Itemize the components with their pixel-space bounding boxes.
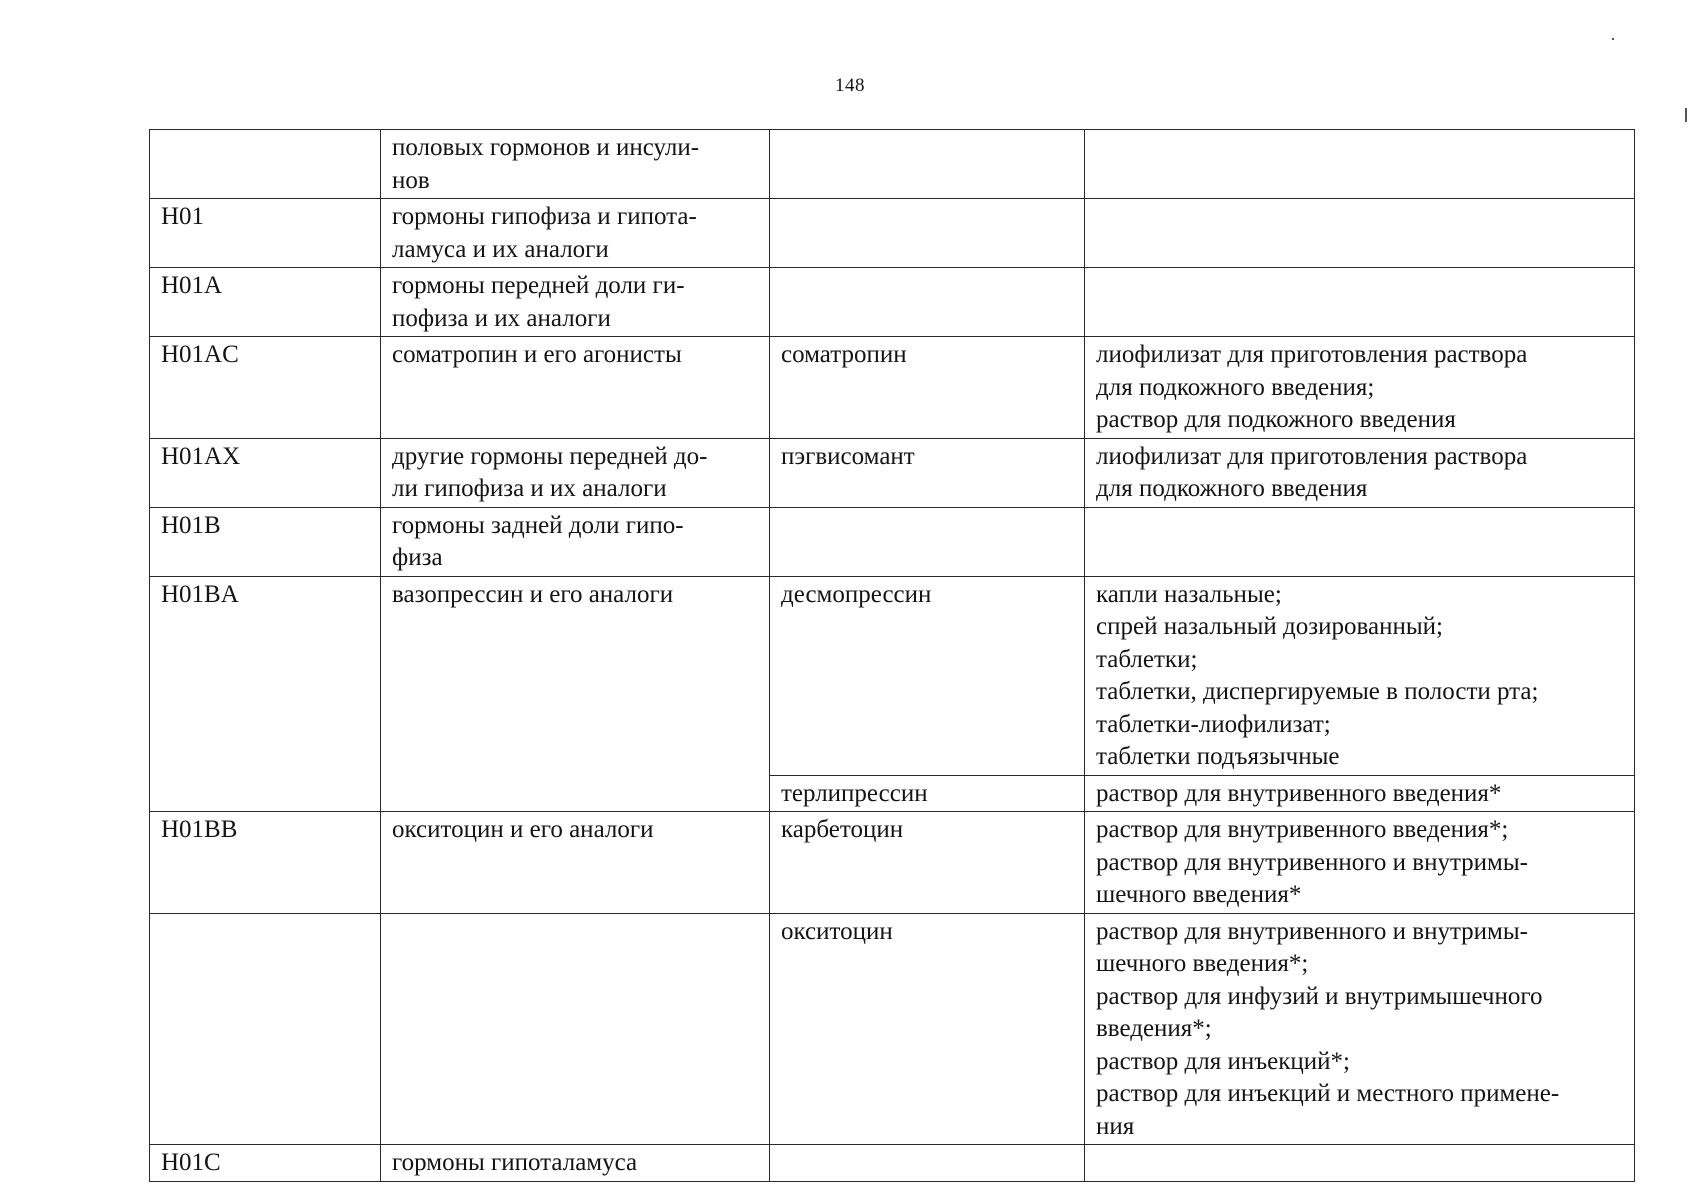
dosage-forms-cell bbox=[1085, 130, 1635, 199]
table-row bbox=[150, 268, 1635, 337]
table-row bbox=[150, 576, 1635, 775]
group-name-cell: гормоны задней доли гипо- физа bbox=[381, 507, 770, 576]
group-name-cell: гормоны гипоталамуса bbox=[381, 1145, 770, 1182]
atc-code-cell: H01BA bbox=[150, 576, 381, 812]
atc-code-cell: H01B bbox=[150, 507, 381, 576]
atc-code-cell: H01AX bbox=[150, 438, 381, 507]
inn-cell bbox=[770, 268, 1085, 337]
dosage-forms-cell bbox=[1085, 268, 1635, 337]
dosage-forms-cell bbox=[1085, 507, 1635, 576]
inn-cell bbox=[770, 1145, 1085, 1182]
group-name-cell: половых гормонов и инсули- нов bbox=[381, 130, 770, 199]
atc-code-cell: H01A bbox=[150, 268, 381, 337]
atc-code-cell: H01BB bbox=[150, 812, 381, 914]
dosage-forms-cell bbox=[1085, 199, 1635, 268]
inn-cell: терлипрессин bbox=[770, 775, 1085, 812]
group-name-cell: соматропин и его агонисты bbox=[381, 337, 770, 439]
group-name-cell bbox=[381, 913, 770, 1145]
table-row bbox=[150, 199, 1635, 268]
inn-cell bbox=[770, 199, 1085, 268]
group-name-cell: гормоны гипофиза и гипота- ламуса и их аналоги bbox=[381, 199, 770, 268]
table-row bbox=[150, 130, 1635, 199]
group-name-cell: вазопрессин и его аналоги bbox=[381, 576, 770, 812]
atc-code-cell: H01AC bbox=[150, 337, 381, 439]
drug-table bbox=[149, 129, 1635, 1182]
dosage-forms-cell: капли назальные; спрей назальный дозированный; таблетки; таблетки, диспергируемые в полости рта; таблетки-лиофилизат; таблетки подъязычные bbox=[1085, 576, 1635, 775]
page-number: 148 bbox=[835, 75, 865, 96]
dosage-forms-cell: лиофилизат для приготовления раствора для подкожного введения; раствор для подкожного введения bbox=[1085, 337, 1635, 439]
table-row bbox=[150, 1145, 1635, 1182]
table-row bbox=[150, 438, 1635, 507]
atc-code-cell bbox=[150, 913, 381, 1145]
atc-code-cell: H01C bbox=[150, 1145, 381, 1182]
dosage-forms-cell: лиофилизат для приготовления раствора для подкожного введения bbox=[1085, 438, 1635, 507]
dosage-forms-cell: раствор для внутривенного введения*; раствор для внутривенного и внутримы- шечного введения* bbox=[1085, 812, 1635, 914]
dosage-forms-cell: раствор для внутривенного введения* bbox=[1085, 775, 1635, 812]
table-row bbox=[150, 337, 1635, 439]
inn-cell: окситоцин bbox=[770, 913, 1085, 1145]
inn-cell: карбетоцин bbox=[770, 812, 1085, 914]
atc-code-cell: H01 bbox=[150, 199, 381, 268]
inn-cell bbox=[770, 130, 1085, 199]
group-name-cell: другие гормоны передней до- ли гипофиза и их аналоги bbox=[381, 438, 770, 507]
dosage-forms-cell: раствор для внутривенного и внутримы- шечного введения*; раствор для инфузий и внутримышечного введения*; раствор для инъекций*; раствор для инъекций и местного примене- ния bbox=[1085, 913, 1635, 1145]
scan-edge-mark bbox=[1685, 108, 1687, 122]
group-name-cell: окситоцин и его аналоги bbox=[381, 812, 770, 914]
table-row bbox=[150, 812, 1635, 914]
inn-cell: соматропин bbox=[770, 337, 1085, 439]
group-name-cell: гормоны передней доли ги- пофиза и их аналоги bbox=[381, 268, 770, 337]
inn-cell: десмопрессин bbox=[770, 576, 1085, 775]
table-row bbox=[150, 507, 1635, 576]
dosage-forms-cell bbox=[1085, 1145, 1635, 1182]
table-row bbox=[150, 913, 1635, 1145]
atc-code-cell bbox=[150, 130, 381, 199]
scan-speck bbox=[1612, 38, 1614, 40]
inn-cell: пэгвисомант bbox=[770, 438, 1085, 507]
inn-cell bbox=[770, 507, 1085, 576]
